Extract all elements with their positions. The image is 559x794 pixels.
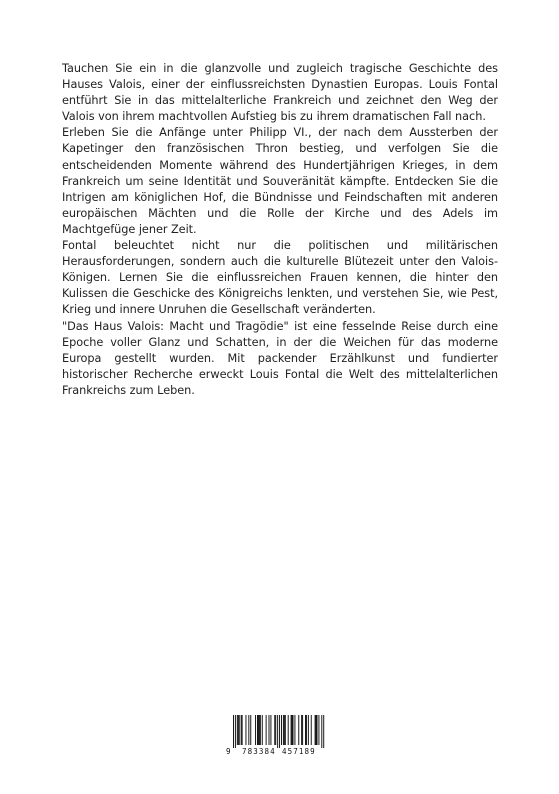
barcode-digit-first: 9 bbox=[226, 747, 231, 756]
barcode-bar bbox=[266, 715, 267, 745]
blurb-paragraph-2: Erleben Sie die Anfänge unter Philipp VI., der nach dem Aussterben der Kapetinger den französischen Thron bestieg, und verfolgen Sie die entscheidenden Momente während des Hundertjährigen Krieges, in dem Frankreich um seine Identität und Souveränität kämpfte. Entdecken Sie die Intrigen am königlichen Hof, die Bündnisse und Feindschaften mit anderen europäischen Mächten und die Rolle der Kirche und des Adels im Machtgefüge jener Zeit. bbox=[62, 126, 498, 236]
barcode-bar bbox=[321, 715, 322, 748]
barcode-bar bbox=[302, 715, 303, 745]
barcode-bar bbox=[237, 715, 238, 745]
barcode-bar bbox=[269, 715, 270, 745]
barcode-bar bbox=[281, 715, 282, 745]
blurb-paragraph-1: Tauchen Sie ein in die glanzvolle und zugleich tragische Geschichte des Hauses Valois, einer der einflussreichsten Dynastien Europas. Louis Fontal entführt Sie in das mittelalterliche Frankreich und zeichnet den Weg der Valois von ihrem machtvollen Aufstieg bis zu ihrem dramatischen Fall nach. bbox=[62, 62, 498, 124]
barcode-bar bbox=[292, 715, 293, 745]
blurb-paragraph-3: Fontal beleuchtet nicht nur die politischen und militärischen Herausforderungen, sondern auch die kulturelle Blütezeit unter den Valois-Königen. Lernen Sie die einflussreichen Frauen kennen, die hinter den Kulissen die Geschicke des Königreichs lenkten, und verstehen Sie, wie Pest, Krieg und innere Unruhen die Gesellschaft veränderten. bbox=[62, 239, 498, 317]
barcode-bar bbox=[291, 715, 292, 745]
barcode-bar bbox=[277, 715, 278, 748]
barcode-bar bbox=[317, 715, 318, 745]
barcode-bar bbox=[294, 715, 295, 745]
barcode-bar bbox=[288, 715, 289, 745]
barcode-bar bbox=[308, 715, 309, 745]
barcode-bar bbox=[311, 715, 312, 745]
barcode-bar bbox=[279, 715, 280, 748]
barcode-bar bbox=[298, 715, 299, 745]
barcode-bar bbox=[274, 715, 275, 745]
barcode-digits-left: 783384 bbox=[242, 747, 276, 756]
barcode-bar bbox=[260, 715, 261, 745]
barcode-bar bbox=[315, 715, 316, 745]
barcode-bar bbox=[257, 715, 258, 745]
barcode-bar bbox=[316, 715, 317, 745]
blurb-text bbox=[62, 61, 498, 399]
barcode-bar bbox=[285, 715, 286, 745]
barcode-bar bbox=[323, 715, 324, 748]
barcode-bar bbox=[255, 715, 256, 745]
barcode-bar bbox=[242, 715, 243, 745]
blurb-paragraph-4: "Das Haus Valois: Macht und Tragödie" ist eine fesselnde Reise durch eine Epoche voller Glanz und Schatten, in der die Weichen für das moderne Europa gestellt wurden. Mit packender Erzählkunst und fundierter historischer Recherche erweckt Louis Fontal die Welt des mittelalterlichen Frankreichs zum Leben. bbox=[62, 319, 498, 397]
barcode-bar bbox=[239, 715, 240, 745]
isbn-barcode bbox=[226, 714, 328, 762]
barcode-bar bbox=[250, 715, 251, 745]
barcode-digits-right: 457189 bbox=[282, 747, 316, 756]
barcode-bar bbox=[248, 715, 249, 745]
barcode-bar bbox=[241, 715, 242, 745]
barcode-bar bbox=[258, 715, 259, 745]
barcode-bar bbox=[318, 715, 319, 745]
barcode-bar bbox=[305, 715, 306, 745]
barcode-bar bbox=[306, 715, 307, 745]
barcode-digits bbox=[226, 747, 328, 759]
barcode-bar bbox=[293, 715, 294, 745]
barcode-bar bbox=[275, 715, 276, 745]
barcode-bar bbox=[270, 715, 271, 745]
barcode-icon bbox=[226, 714, 328, 748]
barcode-bar bbox=[235, 715, 236, 748]
barcode-bar bbox=[284, 715, 285, 745]
barcode-bar bbox=[301, 715, 302, 745]
barcode-bar bbox=[283, 715, 284, 745]
barcode-bar bbox=[259, 715, 260, 745]
barcode-bar bbox=[238, 715, 239, 745]
barcode-bar bbox=[245, 715, 246, 745]
barcode-bar bbox=[262, 715, 263, 745]
barcode-bar bbox=[233, 715, 234, 748]
